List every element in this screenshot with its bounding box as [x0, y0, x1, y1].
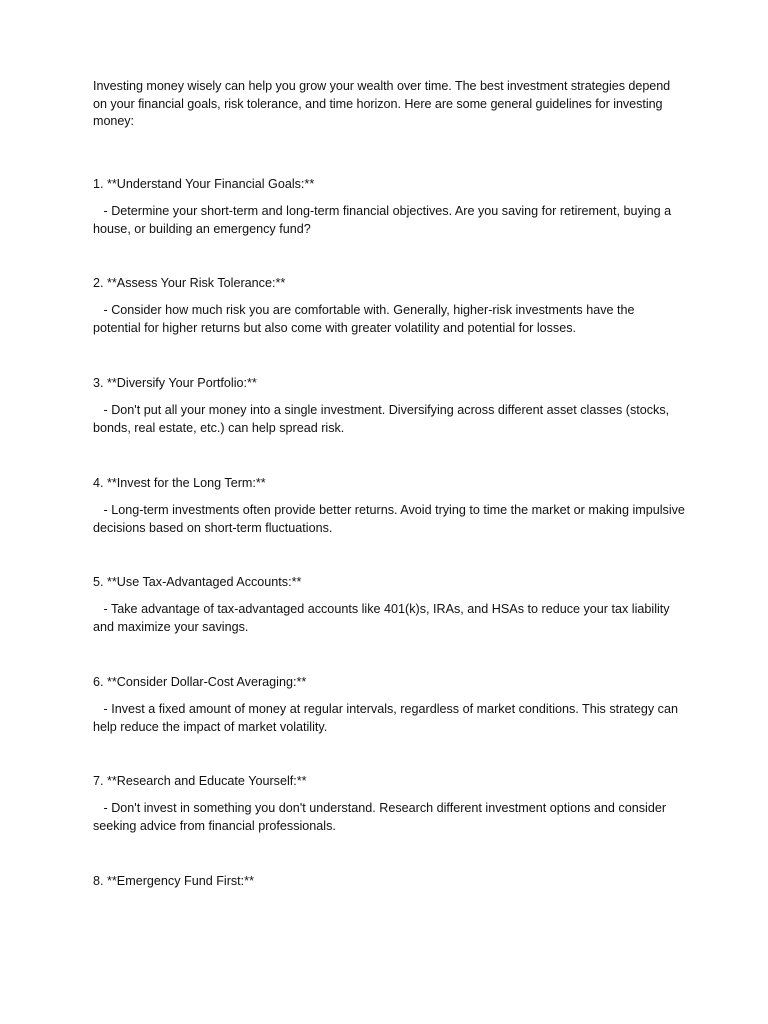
guideline-item [93, 674, 685, 736]
guideline-item [93, 574, 685, 636]
guideline-heading: 3. **Diversify Your Portfolio:** [93, 376, 257, 390]
intro-paragraph: Investing money wisely can help you grow your wealth over time. The best investment strategies depend on your financial goals, risk tolerance, and time horizon. Here are some general guidelines for investing money: [93, 79, 671, 128]
guideline-body: - Determine your short-term and long-term financial objectives. Are you saving for retirement, buying a house, or building an emergency fund? [93, 204, 675, 236]
guideline-item [93, 773, 685, 835]
guideline-heading: 4. **Invest for the Long Term:** [93, 476, 266, 490]
guideline-body: - Take advantage of tax-advantaged accounts like 401(k)s, IRAs, and HSAs to reduce your tax liability and maximize your savings. [93, 602, 674, 634]
guideline-body: - Invest a fixed amount of money at regular intervals, regardless of market conditions. This strategy can help reduce the impact of market volatility. [93, 702, 682, 734]
guideline-item [93, 275, 685, 337]
guideline-heading: 1. **Understand Your Financial Goals:** [93, 177, 315, 191]
guideline-body: - Long-term investments often provide better returns. Avoid trying to time the market or making impulsive decisions based on short-term fluctuations. [93, 503, 689, 535]
guideline-item [93, 873, 685, 891]
guideline-heading: 6. **Consider Dollar-Cost Averaging:** [93, 675, 307, 689]
guideline-item [93, 475, 689, 537]
guideline-item [93, 375, 685, 437]
guideline-body: - Don't put all your money into a single investment. Diversifying across different asset classes (stocks, bonds, real estate, etc.) can help spread risk. [93, 403, 673, 435]
guideline-body: - Consider how much risk you are comfortable with. Generally, higher-risk investments have the potential for higher returns but also come with greater volatility and potential for losses. [93, 303, 639, 335]
guideline-heading: 7. **Research and Educate Yourself:** [93, 774, 307, 788]
guideline-heading: 2. **Assess Your Risk Tolerance:** [93, 276, 286, 290]
document-page [93, 78, 689, 888]
guideline-body: - Don't invest in something you don't understand. Research different investment options and consider seeking advice from financial professionals. [93, 801, 670, 833]
guideline-heading: 5. **Use Tax-Advantaged Accounts:** [93, 575, 302, 589]
guideline-heading: 8. **Emergency Fund First:** [93, 874, 254, 888]
guideline-item [93, 176, 685, 238]
